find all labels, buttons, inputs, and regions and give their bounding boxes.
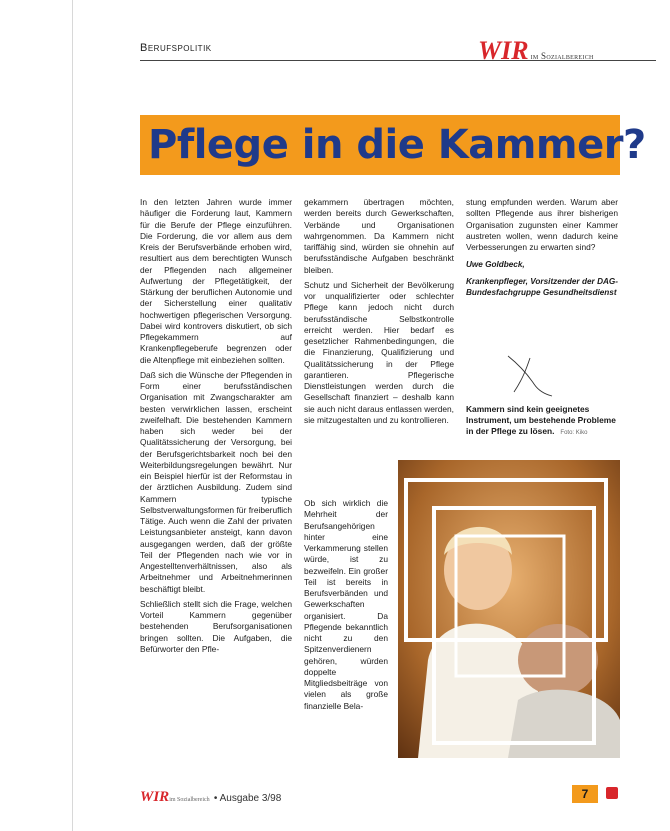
nurse-photo (398, 460, 620, 758)
page-marker-icon (606, 787, 618, 799)
pull-quote (466, 404, 618, 439)
section-label: Berufspolitik (140, 42, 212, 54)
column-2 (304, 197, 454, 430)
paragraph: gekammern übertragen möchten, werden bereits durch Gewerkschaften, Verbände und Organisationen wahrgenommen. Da Kammern nicht tariffähig sind, würden sie ohnehin auf berufsständische Aufgaben beschränkt bleiben. (304, 197, 454, 275)
logo-wir-text: WIR (478, 36, 529, 65)
footer-issue: • Ausgabe 3/98 (213, 793, 282, 804)
photo-credit: Foto: Kiko (560, 430, 588, 436)
footer-wir-sub: im Sozialbereich (169, 797, 210, 803)
page-number: 7 (572, 785, 598, 803)
column-2-narrow (304, 498, 388, 716)
column-1 (140, 197, 292, 659)
paragraph: In den letzten Jahren wurde immer häufiger die Forderung laut, Kammern für die Berufe der Pflege einzuführen. Die Forderung, die vor allem aus dem Kreis der Berufsverbände erhoben wird, resultiert aus dem berechtigten Wunsch der Pflegenden nach allgemeiner Aufwertung der Pflegetätigkeit, der Stärkung der beruflichen Autonomie und der Sicherstellung einer qualitativ hochwertigen pflegerischen Versorgung. Dabei wird kontrovers diskutiert, ob sich Pflegekammern auf Krankenpflegeberufe begrenzen oder die Altenpflege mit einbeziehen sollten. (140, 197, 292, 365)
footer-branding (140, 788, 281, 806)
page-fold-line (72, 0, 73, 831)
author-role: Krankenpfleger, Vorsitzender der DAG-Bundesfachgruppe Gesundheitsdienst (466, 277, 618, 298)
paragraph: Schließlich stellt sich die Frage, welchen Vorteil Kammern gegenüber bestehenden Berufsorganisationen bringen sollten. Die Aufgaben, die Befürworter den Pfle- (140, 598, 292, 654)
column-3 (466, 197, 618, 298)
author-name: Uwe Goldbeck, (466, 260, 525, 270)
paragraph: Daß sich die Wünsche der Pflegenden in Form einer berufsständischen Organisation mit Zwangscharakter am besten verwirklichen lassen, erscheint zweifelhaft. Die bestehenden Kammern haben sich weder bei der Qualitätssicherung der Versorgung, bei der Berufsgerichtsbarkeit noch bei den Weiterbildungsregelungen bewährt. Nur ein Beispiel hierfür ist der Reformstau in der ärztlichen Ausbildung. Zudem sind Kammern typische Selbstverwaltungsformen für freiberuflich Tätige. Auch wenn die Zahl der privaten Leistungsanbieter ansteigt, kann davon ausgegangen werden, daß der größte Teil der Pflegenden nach wie vor in Angestelltenverhältnissen, also als Arbeitnehmer und Arbeitnehmerinnen beschäftigt bleibt. (140, 369, 292, 594)
paragraph: stung empfunden werden. Warum aber sollten Pflegende aus ihrer bisherigen Organisation zugunsten einer Kammer austreten wollen, wenn dadurch keine Verbesserungen zu erwarten sind? (466, 197, 618, 252)
logo-sub-text: im Sozialbereich (530, 51, 594, 61)
footer-wir-text: WIR (140, 789, 170, 805)
pull-quote-text: Kammern sind kein geeignetes Instrument, um bestehende Probleme in der Pflege zu lösen. (466, 404, 616, 436)
signature (500, 350, 560, 400)
wir-logo (478, 36, 658, 64)
paragraph: Ob sich wirklich die Mehrheit der Berufsangehörigen hinter eine Verkammerung stellen würde, ist zu bezweifeln. Ein großer Teil ist bereits in Berufsverbänden und Gewerkschaften organisiert. Da Pflegende bekanntlich nicht zu den Spitzenverdienern gehören, würden doppelte Mitgliedsbeiträge von vielen als große finanzielle Bela- (304, 498, 388, 711)
paragraph: Schutz und Sicherheit der Bevölkerung vor unqualifizierter oder schlechter Pflege kann jedoch nicht durch berufsständische Selbstkontrolle erreicht werden. Hier bedarf es gesetzlicher Rahmenbedingungen, die die Finanzierung, Qualifizierung und Qualitätssicherung in der Pflege garantieren. Pflegerische Dienstleistungen werden durch die Gesellschaft finanziert – deshalb kann sie auch nicht daraus entlassen werden, sie mitzugestalten und zu kontrollieren. (304, 279, 454, 425)
article-title: Pflege in die Kammer? (148, 122, 646, 168)
